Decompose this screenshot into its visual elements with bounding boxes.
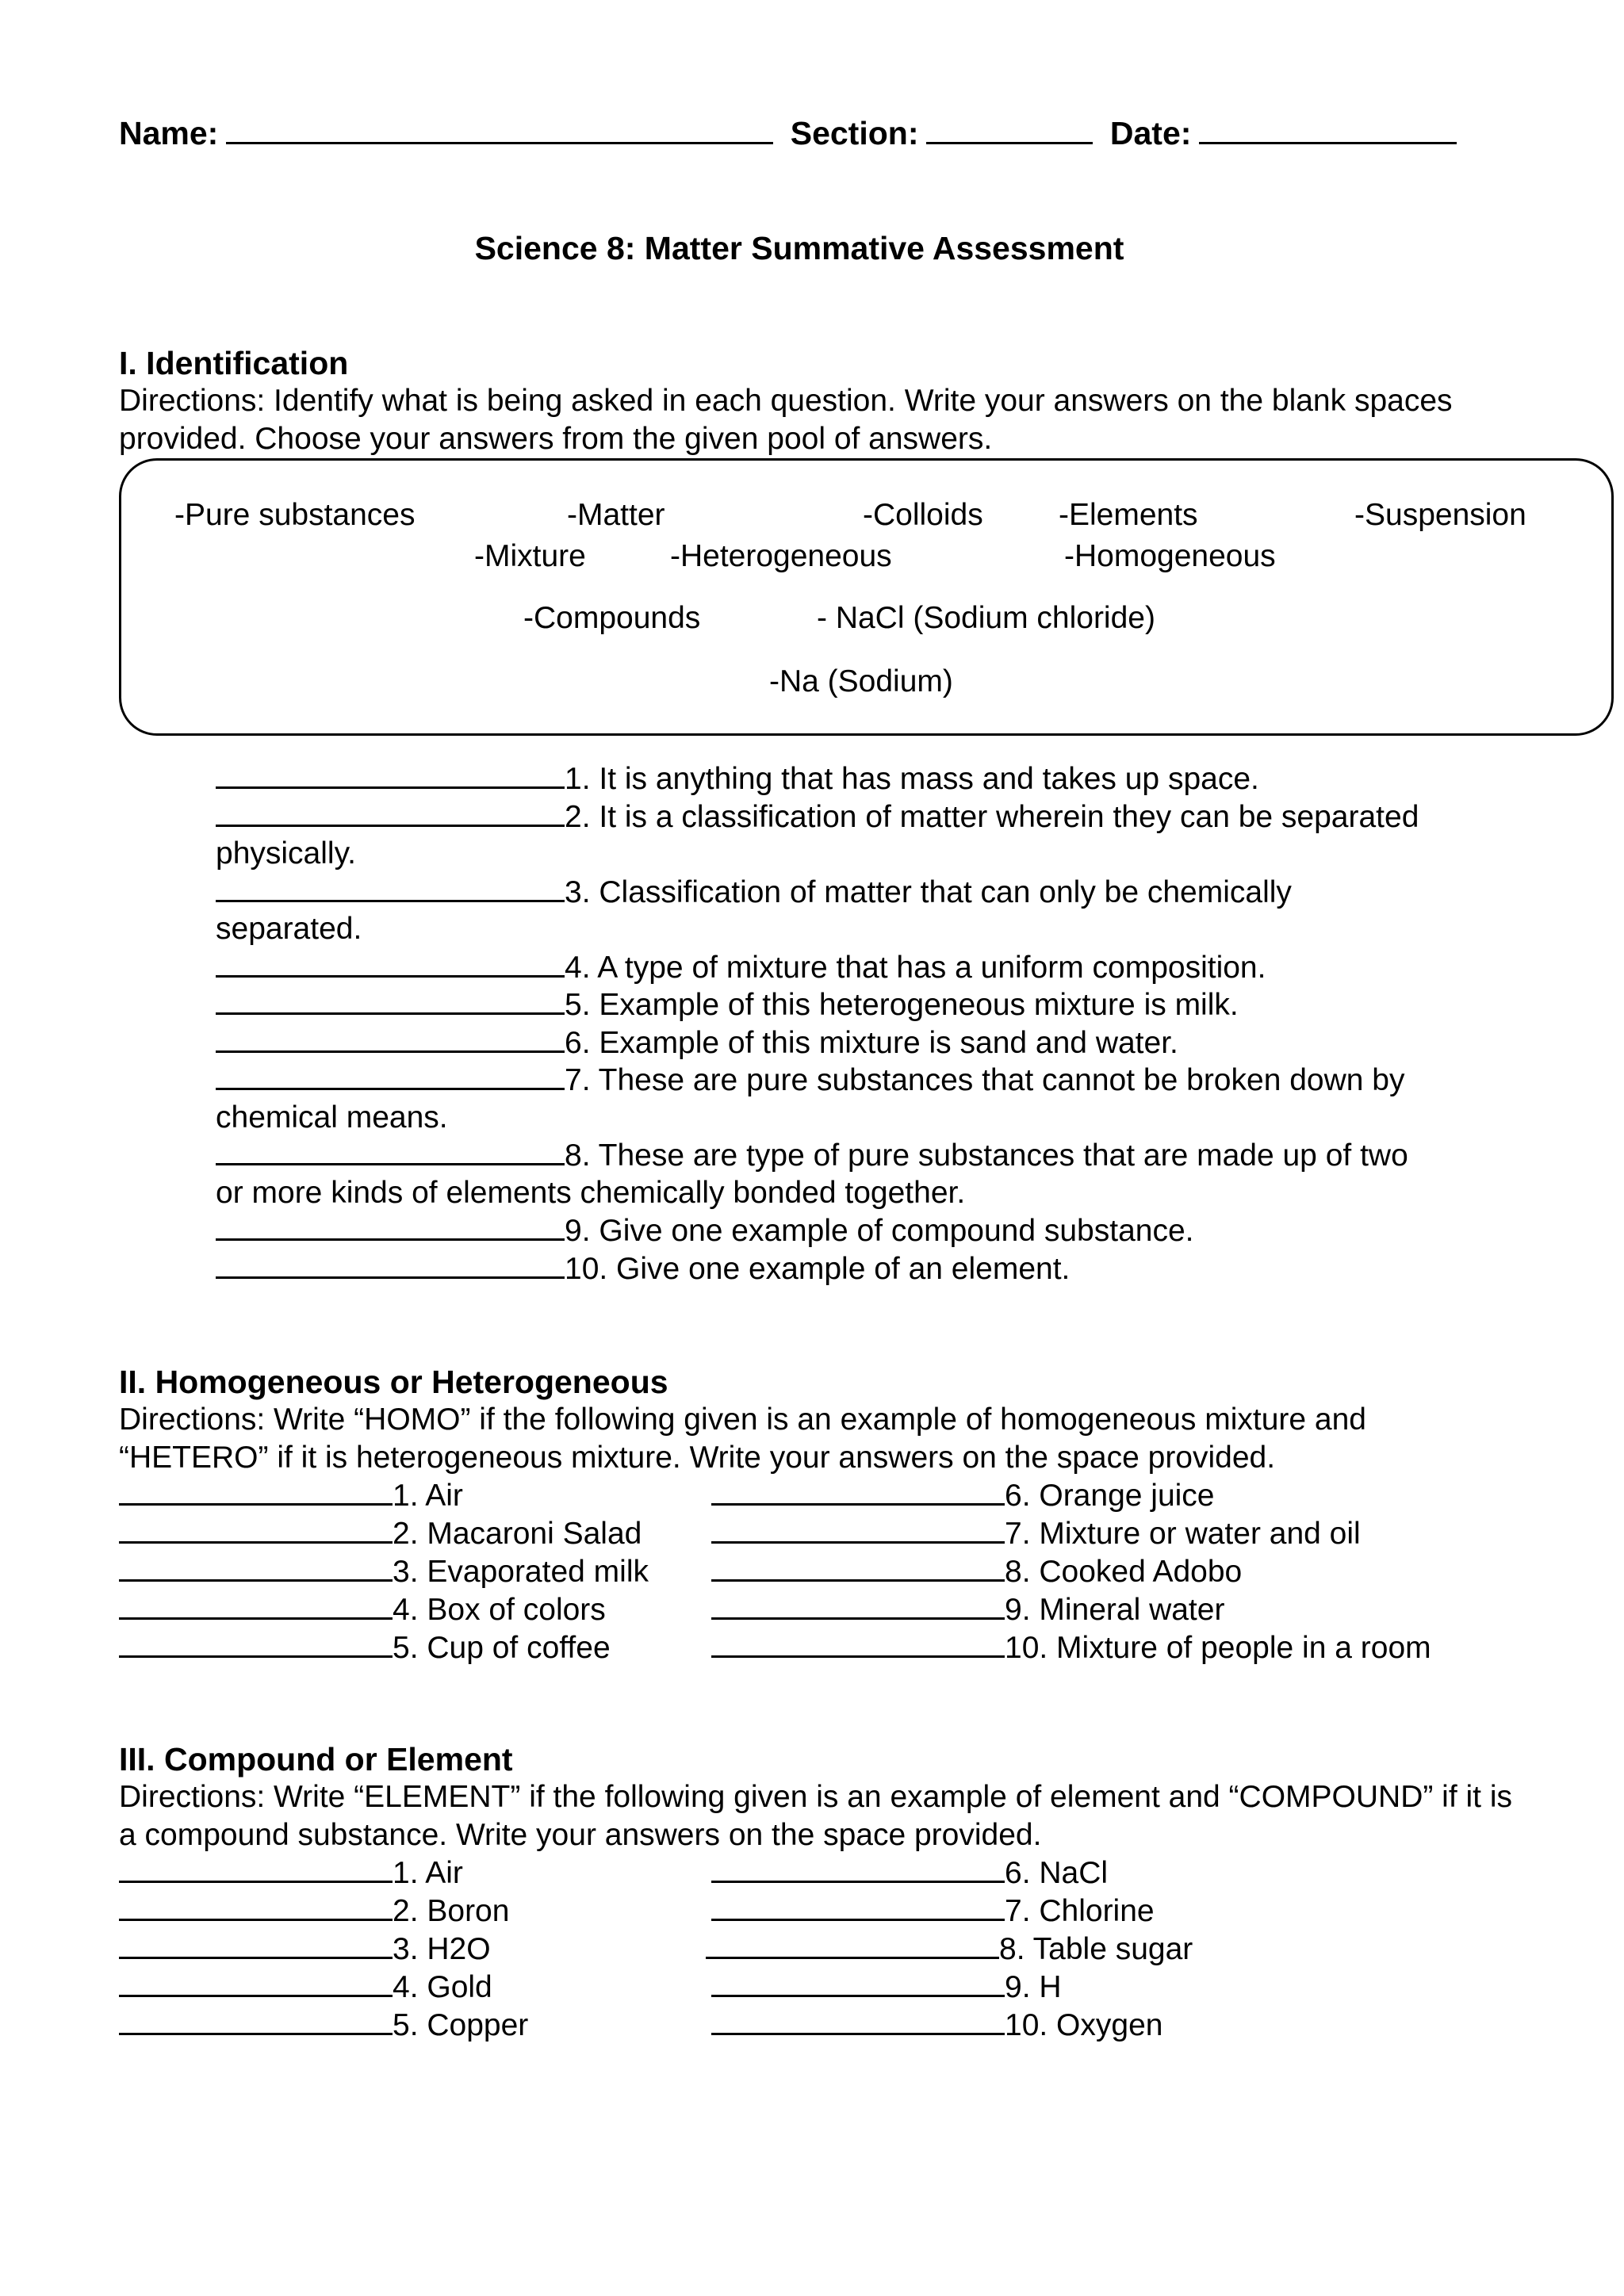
answer-blank[interactable]: [119, 2006, 393, 2035]
question-text: 8. These are type of pure substances that are made up of two: [565, 1138, 1408, 1173]
answer-blank[interactable]: [216, 873, 565, 902]
question-10: [216, 1249, 1516, 1288]
page-title: Science 8: Matter Summative Assessment: [474, 230, 1124, 266]
answer-blank[interactable]: [119, 1628, 393, 1658]
question-9: [216, 1211, 1516, 1250]
part2-item: [119, 1590, 606, 1629]
part2-item: [119, 1476, 463, 1515]
pool-item: -Mixture: [474, 539, 586, 573]
question-5: [216, 985, 1516, 1024]
answer-blank[interactable]: [119, 1968, 393, 1997]
question-text: 9. Give one example of compound substance.: [565, 1214, 1194, 1248]
item-text: 10. Oxygen: [1005, 2008, 1163, 2042]
part1-directions: Directions: Identify what is being asked in each question. Write your answers on the blank spaces provided. Choose your answers from the given pool of answers.: [119, 384, 1453, 456]
question-7-cont: chemical means.: [216, 1100, 448, 1135]
question-2: [216, 798, 1516, 836]
answer-blank[interactable]: [711, 1476, 1005, 1506]
date-label: Date:: [1109, 115, 1192, 151]
pool-item: -Na (Sodium): [769, 664, 953, 698]
answer-blank[interactable]: [711, 1552, 1005, 1582]
question-3-cont: separated.: [216, 912, 362, 946]
answer-blank[interactable]: [711, 1628, 1005, 1658]
part3-item: [711, 1968, 1062, 2007]
part2-item: [119, 1628, 611, 1667]
answer-blank[interactable]: [711, 1892, 1005, 1921]
item-text: 6. Orange juice: [1005, 1479, 1215, 1513]
question-1: [216, 760, 1516, 798]
name-blank[interactable]: [226, 115, 773, 144]
part3-directions: Directions: Write “ELEMENT” if the following given is an example of element and “COMPOUND” if it is a compound substance. Write your answers on the space provided.: [119, 1780, 1513, 1852]
answer-blank[interactable]: [711, 1590, 1005, 1620]
pool-item: -Colloids: [863, 498, 983, 532]
question-6: [216, 1024, 1516, 1062]
question-8: [216, 1136, 1516, 1175]
answer-blank[interactable]: [216, 985, 565, 1015]
answer-blank[interactable]: [711, 1514, 1005, 1544]
section-label: Section:: [790, 115, 919, 151]
pool-item: -Pure substances: [174, 498, 416, 532]
part2-item: [711, 1476, 1215, 1515]
item-text: 7. Mixture or water and oil: [1005, 1517, 1361, 1551]
answer-blank[interactable]: [216, 948, 565, 978]
answer-blank[interactable]: [119, 1476, 393, 1506]
question-8-cont: or more kinds of elements chemically bonded together.: [216, 1176, 966, 1210]
item-text: 5. Copper: [393, 2008, 529, 2042]
item-text: 4. Gold: [393, 1970, 492, 2004]
item-text: 2. Boron: [393, 1894, 510, 1928]
answer-blank[interactable]: [119, 1590, 393, 1620]
item-text: 4. Box of colors: [393, 1593, 606, 1627]
item-text: 3. Evaporated milk: [393, 1555, 649, 1589]
part2-item: [711, 1514, 1361, 1553]
answer-blank[interactable]: [119, 1854, 393, 1883]
item-text: 3. H2O: [393, 1932, 491, 1966]
part2-item: [711, 1552, 1242, 1591]
item-text: 1. Air: [393, 1479, 463, 1513]
question-4: [216, 948, 1516, 987]
part3-item: [119, 1854, 463, 1892]
answer-blank[interactable]: [119, 1514, 393, 1544]
answer-blank[interactable]: [216, 1024, 565, 1053]
part3-item: [706, 1930, 1193, 1969]
answer-blank[interactable]: [216, 1136, 565, 1165]
item-text: 9. Mineral water: [1005, 1593, 1225, 1627]
part3-item: [711, 1892, 1155, 1931]
pool-item: -Matter: [567, 498, 665, 532]
item-text: 2. Macaroni Salad: [393, 1517, 642, 1551]
item-text: 6. NaCl: [1005, 1856, 1109, 1890]
part2-item: [711, 1590, 1224, 1629]
item-text: 5. Cup of coffee: [393, 1631, 611, 1665]
part3-item: [119, 2006, 528, 2045]
question-text: 10. Give one example of an element.: [565, 1252, 1071, 1286]
item-text: 7. Chlorine: [1005, 1894, 1155, 1928]
part2-item: [711, 1628, 1431, 1667]
name-label: Name:: [119, 115, 219, 151]
answer-blank[interactable]: [216, 1061, 565, 1090]
answer-blank[interactable]: [119, 1552, 393, 1582]
part2-item: [119, 1514, 642, 1553]
part3-item: [711, 1854, 1108, 1892]
question-text: 3. Classification of matter that can only be chemically: [565, 875, 1292, 909]
answer-blank[interactable]: [216, 1211, 565, 1241]
question-3: [216, 873, 1516, 912]
pool-item: -Homogeneous: [1064, 539, 1276, 573]
item-text: 8. Table sugar: [999, 1932, 1193, 1966]
header-line: [119, 115, 1465, 152]
part3-item: [119, 1968, 492, 2007]
pool-item: -Heterogeneous: [670, 539, 892, 573]
part1-heading: I. Identification: [119, 345, 349, 381]
question-text: 6. Example of this mixture is sand and water.: [565, 1026, 1178, 1060]
part2-directions: Directions: Write “HOMO” if the following given is an example of homogeneous mixture and “HETERO” if it is heterogeneous mixture. Write your answers on the space provided.: [119, 1402, 1366, 1475]
date-blank[interactable]: [1199, 115, 1457, 144]
answer-blank[interactable]: [216, 1249, 565, 1279]
question-text: 2. It is a classification of matter wherein they can be separated: [565, 800, 1419, 834]
pool-item: -Elements: [1059, 498, 1198, 532]
answer-blank[interactable]: [119, 1930, 393, 1959]
part2-heading: II. Homogeneous or Heterogeneous: [119, 1364, 668, 1400]
item-text: 8. Cooked Adobo: [1005, 1555, 1243, 1589]
question-7: [216, 1061, 1516, 1100]
item-text: 10. Mixture of people in a room: [1005, 1631, 1431, 1665]
part3-item: [711, 2006, 1162, 2045]
part3-item: [119, 1930, 491, 1969]
answer-blank[interactable]: [216, 798, 565, 827]
answer-blank[interactable]: [216, 760, 565, 789]
section-blank[interactable]: [926, 115, 1093, 144]
part2-item: [119, 1552, 649, 1591]
part3-heading: III. Compound or Element: [119, 1741, 513, 1777]
answer-blank[interactable]: [119, 1892, 393, 1921]
answer-blank[interactable]: [711, 1968, 1005, 1997]
part3-item: [119, 1892, 509, 1931]
question-text: 1. It is anything that has mass and takes up space.: [565, 762, 1259, 796]
pool-item: -Compounds: [523, 601, 701, 635]
question-text: 7. These are pure substances that cannot be broken down by: [565, 1063, 1405, 1097]
pool-item: -Suspension: [1354, 498, 1526, 532]
question-text: 4. A type of mixture that has a uniform composition.: [565, 951, 1266, 985]
answer-blank[interactable]: [711, 1854, 1005, 1883]
answer-blank[interactable]: [711, 2006, 1005, 2035]
question-text: 5. Example of this heterogeneous mixture is milk.: [565, 988, 1239, 1022]
answer-blank[interactable]: [706, 1930, 999, 1959]
item-text: 9. H: [1005, 1970, 1062, 2004]
item-text: 1. Air: [393, 1856, 463, 1890]
question-2-cont: physically.: [216, 836, 357, 871]
pool-item: - NaCl (Sodium chloride): [817, 601, 1155, 635]
